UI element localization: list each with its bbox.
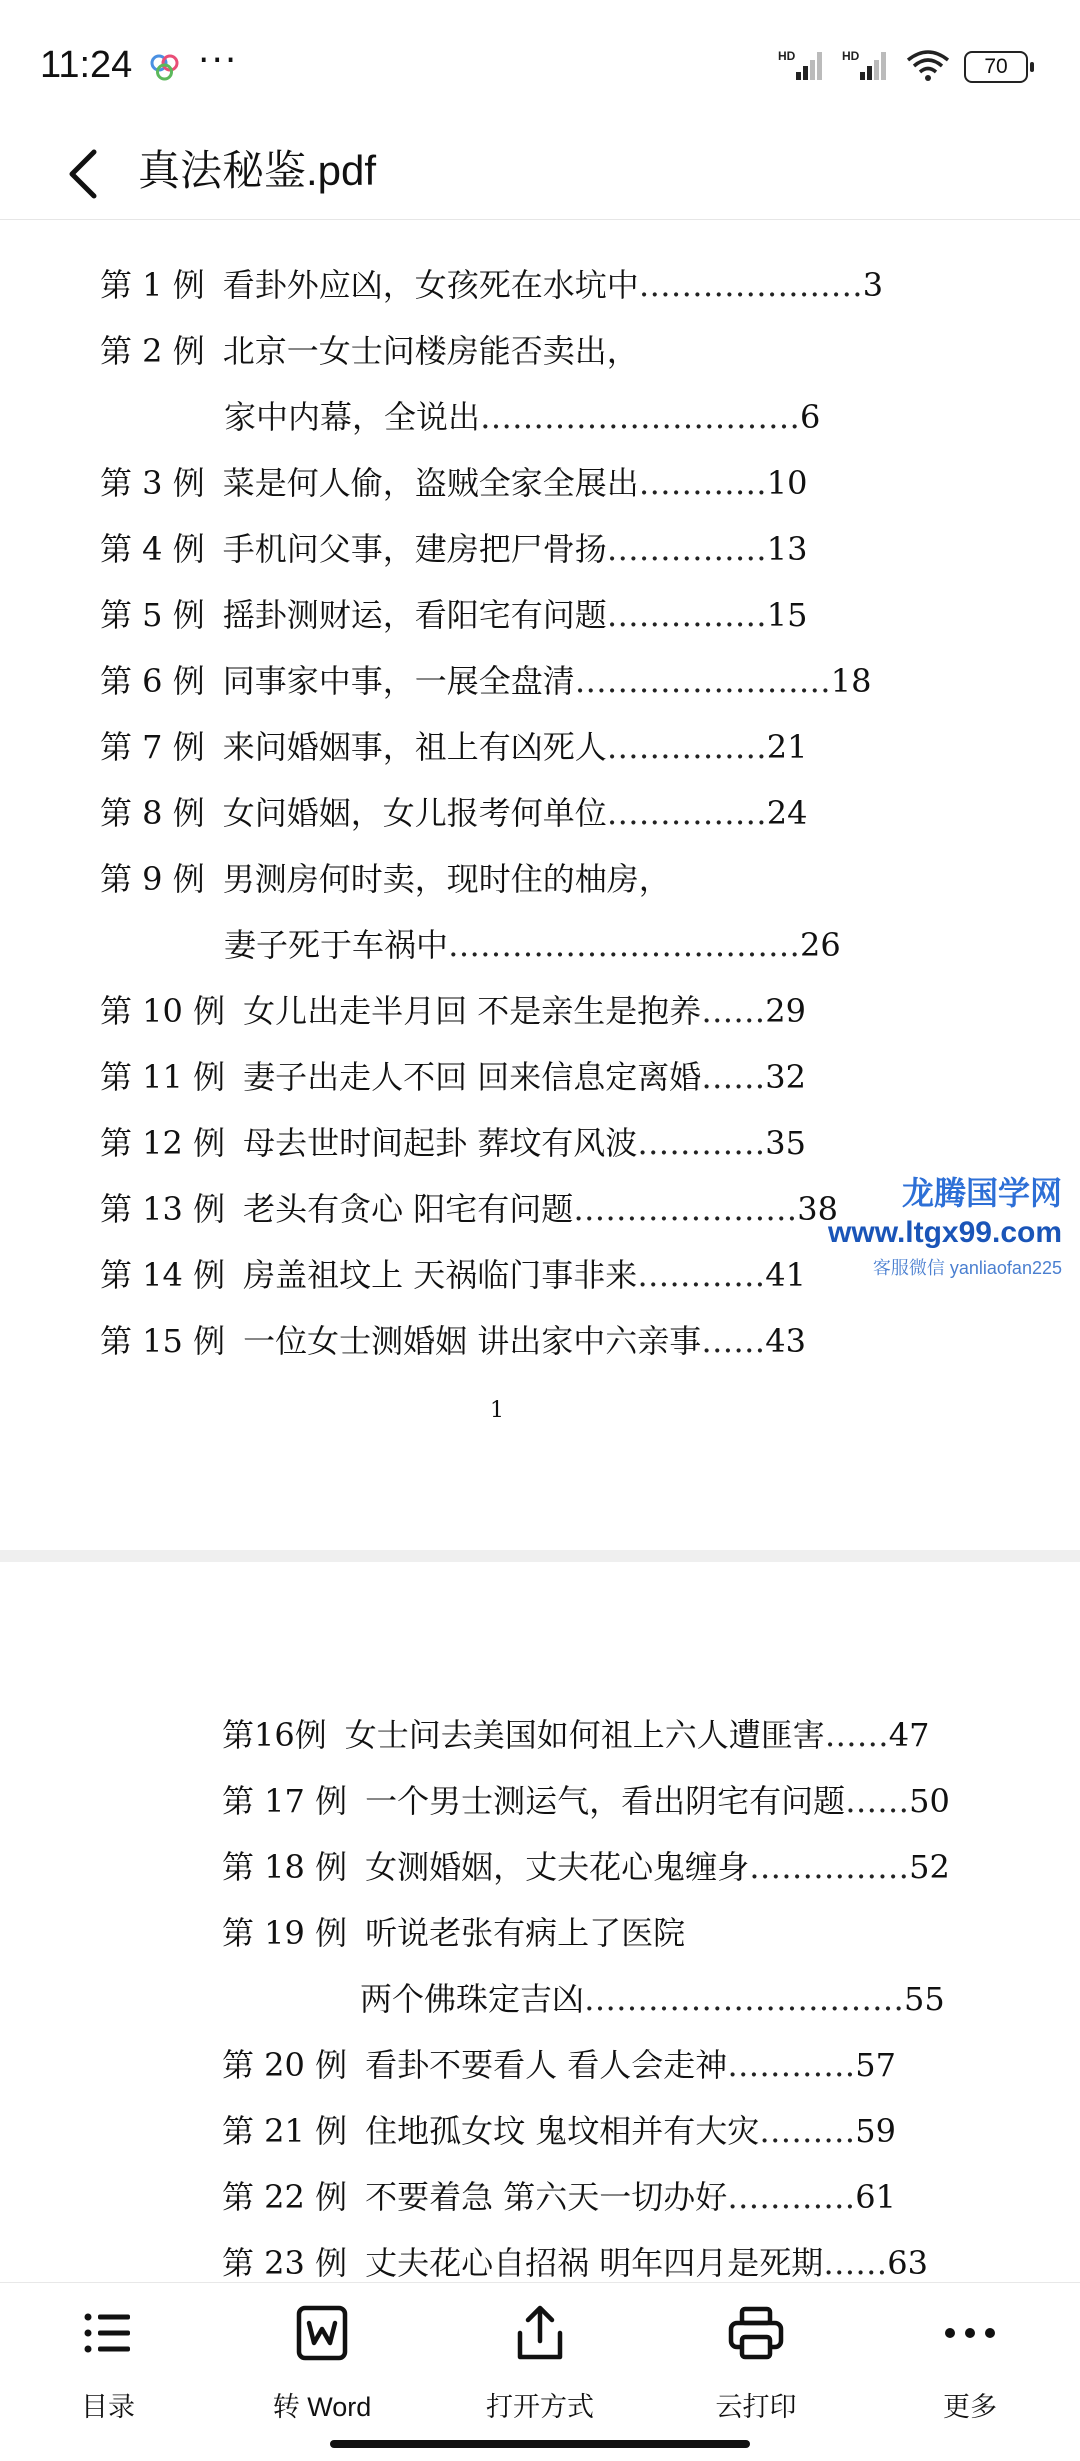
app-notification-icon xyxy=(148,52,182,86)
toc-row-page: 63 xyxy=(887,2244,928,2282)
toc-row-title: 女问婚姻，女儿报考何单位 xyxy=(222,794,607,832)
toc-row xyxy=(224,392,820,438)
toc-row-number: 第 10 例 xyxy=(100,992,226,1030)
toc-row xyxy=(222,2172,896,2218)
toc-row-leader: …………………… xyxy=(574,662,831,700)
signal-icon-2 xyxy=(842,48,892,86)
status-time: 11:24 xyxy=(40,44,133,86)
toc-row-number: 第 13 例 xyxy=(100,1190,226,1228)
toc-row-title: 母去世时间起卦 葬坟有风波 xyxy=(243,1124,638,1162)
toc-row xyxy=(100,986,806,1032)
toc-row-page: 6 xyxy=(800,398,821,436)
pdf-page-1[interactable] xyxy=(0,220,1080,1550)
toc-row-number: 第 3 例 xyxy=(100,464,205,502)
toc-row-leader: …… xyxy=(701,1322,766,1360)
toolbar-convert-word-button[interactable] xyxy=(222,2303,422,2424)
toc-row xyxy=(100,1250,806,1296)
more-notifications-indicator: ··· xyxy=(198,40,239,81)
pdf-page-2[interactable] xyxy=(0,1562,1080,2282)
toc-row-title: 手机问父事，建房把尸骨扬 xyxy=(222,530,607,568)
toc-row xyxy=(360,1974,945,2020)
toc-row-title: 菜是何人偷，盗贼全家全展出 xyxy=(222,464,639,502)
toc-row xyxy=(100,1316,806,1362)
toc-row xyxy=(100,788,807,834)
toc-row-number: 第 22 例 xyxy=(222,2178,348,2216)
toc-row xyxy=(222,1710,929,1756)
toc-row-page: 21 xyxy=(766,728,808,766)
watermark xyxy=(762,1168,1062,1280)
toc-row-leader: ………… xyxy=(727,2046,856,2084)
toc-row-number: 第 14 例 xyxy=(100,1256,226,1294)
toc-row-number: 第 6 例 xyxy=(100,662,205,700)
toc-row xyxy=(222,1776,950,1822)
toc-row-title: 一位女士测婚姻 讲出家中六亲事 xyxy=(243,1322,702,1360)
toc-row-title: 房盖祖坟上 天祸临门事非来 xyxy=(243,1256,638,1294)
toc-row xyxy=(222,1842,950,1888)
status-bar xyxy=(0,0,1080,130)
toc-row xyxy=(100,1184,838,1230)
toc-row-page: 52 xyxy=(909,1848,950,1886)
toc-row-title: 女儿出走半月回 不是亲生是抱养 xyxy=(243,992,702,1030)
toc-row-leader: ……… xyxy=(759,2112,856,2150)
toc-row xyxy=(100,458,807,504)
chevron-left-icon xyxy=(56,132,116,216)
toc-row-number: 第 17 例 xyxy=(222,1782,348,1820)
toc-row-title: 住地孤女坟 鬼坟相并有大灾 xyxy=(365,2112,760,2150)
toc-row-title: 听说老张有病上了医院 xyxy=(365,1914,686,1952)
toc-row-leader: ………… xyxy=(637,1256,766,1294)
toc-row-number: 第 21 例 xyxy=(222,2112,348,2150)
toc-row-leader: …………… xyxy=(606,794,767,832)
toc-row-page: 24 xyxy=(766,794,808,832)
toc-row-page: 29 xyxy=(765,992,806,1030)
home-indicator[interactable] xyxy=(330,2440,750,2448)
toc-row-number: 第 7 例 xyxy=(100,728,205,766)
toc-row-page: 13 xyxy=(766,530,808,568)
toc-row xyxy=(222,2040,896,2086)
toc-row-number: 第 11 例 xyxy=(100,1058,226,1096)
toc-row-leader: …… xyxy=(845,1782,910,1820)
toc-row-number: 第 23 例 xyxy=(222,2244,348,2282)
toc-row-leader: …… xyxy=(824,1716,889,1754)
toc-row-leader: ………… xyxy=(637,1124,766,1162)
toc-row xyxy=(222,2106,896,2152)
page-number: 1 xyxy=(490,1398,504,1423)
title-bar xyxy=(0,130,1080,222)
toc-row-page: 32 xyxy=(765,1058,806,1096)
share-icon xyxy=(510,2303,570,2363)
toc-row-number: 第 9 例 xyxy=(100,860,205,898)
toc-row-page: 18 xyxy=(830,662,872,700)
back-button[interactable] xyxy=(56,132,116,216)
toc-row-title: 女测婚姻，丈夫花心鬼缠身 xyxy=(365,1848,750,1886)
print-icon xyxy=(726,2303,786,2363)
watermark-url: www.ltgx99.com xyxy=(828,1216,1062,1249)
toc-row-leader: …………… xyxy=(606,530,767,568)
toc-row-page: 43 xyxy=(765,1322,806,1360)
toolbar-contents-button[interactable] xyxy=(8,2303,208,2424)
toc-row-number: 第 20 例 xyxy=(222,2046,348,2084)
toc-row-page: 59 xyxy=(855,2112,896,2150)
toc-row-title: 来问婚姻事，祖上有凶死人 xyxy=(222,728,607,766)
signal-hd-label: HD xyxy=(778,49,796,63)
toolbar-label: 转 Word xyxy=(272,2392,372,2422)
toolbar-more-button[interactable] xyxy=(870,2303,1070,2424)
toc-row-leader: ………… xyxy=(638,464,767,502)
toc-row-title: 女士问去美国如何祖上六人遭匪害 xyxy=(344,1716,825,1754)
toc-row xyxy=(100,854,671,900)
toc-row xyxy=(100,1118,806,1164)
bottom-toolbar xyxy=(0,2282,1080,2461)
toolbar-cloud-print-button[interactable] xyxy=(656,2303,856,2424)
toc-row-leader: ………………… xyxy=(573,1190,798,1228)
toc-row-title: 妻子死于车祸中 xyxy=(224,926,449,964)
toc-row-leader: ………………… xyxy=(638,266,863,304)
toc-row-number: 第 2 例 xyxy=(100,332,205,370)
more-icon xyxy=(940,2303,1000,2363)
toc-row-title: 同事家中事，一展全盘清 xyxy=(222,662,575,700)
toc-row-leader: …………… xyxy=(606,728,767,766)
page-separator xyxy=(0,1550,1080,1562)
toc-row-number: 第 1 例 xyxy=(100,266,205,304)
toc-row-leader: …… xyxy=(701,992,766,1030)
signal-hd-label-2: HD xyxy=(842,49,860,63)
toc-row-title: 看卦外应凶，女孩死在水坑中 xyxy=(222,266,639,304)
toc-row xyxy=(222,2238,928,2282)
toc-row-leader: ………………………… xyxy=(480,398,801,436)
toc-row-number: 第 5 例 xyxy=(100,596,205,634)
toolbar-label: 打开方式 xyxy=(486,2392,594,2422)
toc-row-page: 41 xyxy=(765,1256,806,1294)
toc-row-number: 第 8 例 xyxy=(100,794,205,832)
toc-row-number: 第 18 例 xyxy=(222,1848,348,1886)
toc-row xyxy=(224,920,841,966)
toc-row-title: 老头有贪心 阳宅有问题 xyxy=(243,1190,574,1228)
toc-row-title: 看卦不要看人 看人会走神 xyxy=(365,2046,728,2084)
toc-row-number: 第 15 例 xyxy=(100,1322,226,1360)
wifi-icon xyxy=(906,48,950,86)
word-icon xyxy=(292,2303,352,2363)
toc-row-title: 不要着急 第六天一切办好 xyxy=(365,2178,728,2216)
toc-row-page: 3 xyxy=(862,266,884,304)
watermark-contact: 客服微信 yanliaofan225 xyxy=(872,1258,1062,1278)
toc-row-title: 摇卦测财运，看阳宅有问题 xyxy=(222,596,607,634)
toolbar-label: 目录 xyxy=(81,2392,135,2422)
toc-row-title: 妻子出走人不回 回来信息定离婚 xyxy=(243,1058,702,1096)
toolbar-open-with-button[interactable] xyxy=(440,2303,640,2424)
toc-row-leader: …………………………… xyxy=(448,926,801,964)
toc-row xyxy=(100,326,639,372)
toc-row-title: 一个男士测运气，看出阴宅有问题 xyxy=(365,1782,846,1820)
toc-row-page: 47 xyxy=(888,1716,930,1754)
toc-row-title: 男测房何时卖，现时住的柚房， xyxy=(222,860,671,898)
watermark-site-name: 龙腾国学网 xyxy=(901,1175,1062,1211)
toc-row-page: 26 xyxy=(800,926,841,964)
document-title: 真法秘鉴.pdf xyxy=(138,147,377,194)
toc-row xyxy=(100,590,807,636)
status-icons xyxy=(778,48,1028,86)
toc-row-title: 家中内幕，全说出 xyxy=(224,398,481,436)
toc-row-number: 第 19 例 xyxy=(222,1914,348,1952)
toc-row-page: 10 xyxy=(766,464,808,502)
toc-row-leader: ………………………… xyxy=(584,1980,905,2018)
toc-row-leader: …… xyxy=(823,2244,888,2282)
toc-row-leader: …………… xyxy=(749,1848,910,1886)
toc-row-title: 两个佛珠定吉凶 xyxy=(360,1980,585,2018)
list-icon xyxy=(78,2303,138,2363)
toc-row-page: 57 xyxy=(855,2046,896,2084)
toc-row xyxy=(100,524,807,570)
toc-row xyxy=(100,656,871,702)
signal-icon xyxy=(778,48,828,86)
toc-row-page: 38 xyxy=(797,1190,838,1228)
toc-row-leader: …… xyxy=(701,1058,766,1096)
toolbar-label: 云打印 xyxy=(715,2392,797,2422)
toc-row xyxy=(222,1908,685,1954)
toc-row-page: 55 xyxy=(904,1980,945,2018)
toc-row-page: 50 xyxy=(909,1782,950,1820)
toc-row-leader: …………… xyxy=(606,596,767,634)
toc-row-title: 丈夫花心自招祸 明年四月是死期 xyxy=(365,2244,824,2282)
toc-row-page: 61 xyxy=(855,2178,896,2216)
toc-row-page: 35 xyxy=(765,1124,806,1162)
toc-row xyxy=(100,260,883,306)
toc-row-number: 第 12 例 xyxy=(100,1124,226,1162)
toc-row-number: 第 4 例 xyxy=(100,530,205,568)
battery-indicator: 70 xyxy=(964,51,1028,83)
toc-row-title: 北京一女士问楼房能否卖出， xyxy=(222,332,639,370)
toolbar-label: 更多 xyxy=(943,2392,997,2422)
toc-row-leader: ………… xyxy=(727,2178,856,2216)
toc-row-number: 第16例 xyxy=(222,1716,327,1754)
toc-row xyxy=(100,1052,806,1098)
toc-row-page: 15 xyxy=(766,596,808,634)
toc-row xyxy=(100,722,807,768)
